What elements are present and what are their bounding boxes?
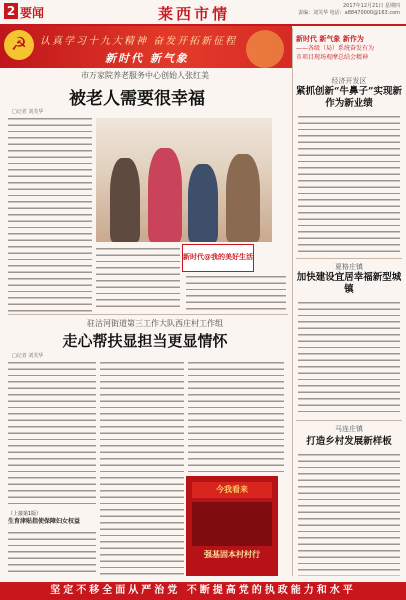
section-divider <box>8 314 288 315</box>
photo-person <box>110 158 140 242</box>
right-story1-body <box>298 114 400 254</box>
banner-sun-decoration <box>246 30 284 68</box>
photo-caption-badge <box>182 244 254 272</box>
small-story-label: （上接第1版） <box>8 511 42 517</box>
right-story3-kicker: 马连庄镇 <box>335 425 363 433</box>
date-line: 2017年12月21日 星期四 <box>342 3 400 9</box>
right-divider <box>296 258 402 259</box>
newspaper-name: 莱西市情 <box>158 5 231 23</box>
photo-person <box>188 164 218 242</box>
article1-body-col2 <box>96 246 180 312</box>
article2-body-col2 <box>100 360 184 576</box>
small-story <box>8 510 90 526</box>
article2-body-col3 <box>188 360 284 472</box>
footer-slogan: 坚定不移全面从严治党 不断提高党的执政能力和水平 <box>0 582 406 600</box>
ad-image <box>192 502 272 546</box>
article2-headline: 走心帮扶显担当更显情怀 <box>62 332 228 350</box>
section-title: 要闻 <box>20 6 45 20</box>
ad-top-text: 今我看来 <box>192 482 272 498</box>
right-story1-kicker: 经济开发区 <box>331 77 367 85</box>
right-story3-body <box>298 452 400 576</box>
right-story1-headline: 紧抓创新“牛鼻子”实现新作为新业绩 <box>296 86 402 109</box>
article2-body-col1 <box>8 360 96 506</box>
article1-body-col3 <box>186 274 286 312</box>
photo-caption: 新时代@我的美好生活 <box>183 253 253 261</box>
article1-kicker: 市万家院养老服务中心创始人张红美 <box>81 71 209 80</box>
right-topic-box <box>296 34 402 72</box>
ad-bottom-text: 强基固本村村行 <box>204 550 260 559</box>
article1-byline: □记者 刘芙华 <box>12 109 44 115</box>
page-header <box>0 0 406 26</box>
right-story2-headline: 加快建设宜居幸福新型城镇 <box>296 272 402 295</box>
photo-person <box>148 148 182 242</box>
small-story-title: 生育津贴指使保障妇女权益 <box>8 518 81 525</box>
right-topic-title: 新时代 新气象 新作为 <box>296 35 364 43</box>
article1-headline: 被老人需要很幸福 <box>69 89 205 109</box>
party-emblem-icon: ☭ <box>4 30 34 60</box>
right-story2-kicker: 夏格庄镇 <box>335 263 363 271</box>
article2-kicker: 驻沽河街道第三工作大队西庄村工作组 <box>87 319 223 328</box>
article1-photo <box>96 118 272 242</box>
top-banner <box>0 26 292 68</box>
date-info <box>298 3 400 17</box>
editor-line: 责编：刘芙华 电话：a88470000@163.com <box>298 10 400 16</box>
right-divider <box>296 420 402 421</box>
banner-line2: 新时代 新气象 <box>105 52 189 65</box>
article1-body-col1 <box>8 116 92 312</box>
right-story3-headline: 打造乡村发展新样板 <box>306 436 392 447</box>
column-divider <box>292 28 293 576</box>
ad-block <box>186 476 278 576</box>
small-story-body <box>8 530 96 576</box>
photo-person <box>226 154 260 242</box>
right-topic-sub2: 市项目现场观摩总结会精神 <box>296 54 369 61</box>
banner-line1: 认真学习十九大精神 奋发开拓新征程 <box>40 36 238 47</box>
page-number: 2 <box>4 3 18 19</box>
article2-byline: □记者 刘芙华 <box>12 353 44 359</box>
right-topic-sub1: ——各级（局）系统奋发有为 <box>296 45 375 52</box>
right-story2-body <box>298 300 400 416</box>
